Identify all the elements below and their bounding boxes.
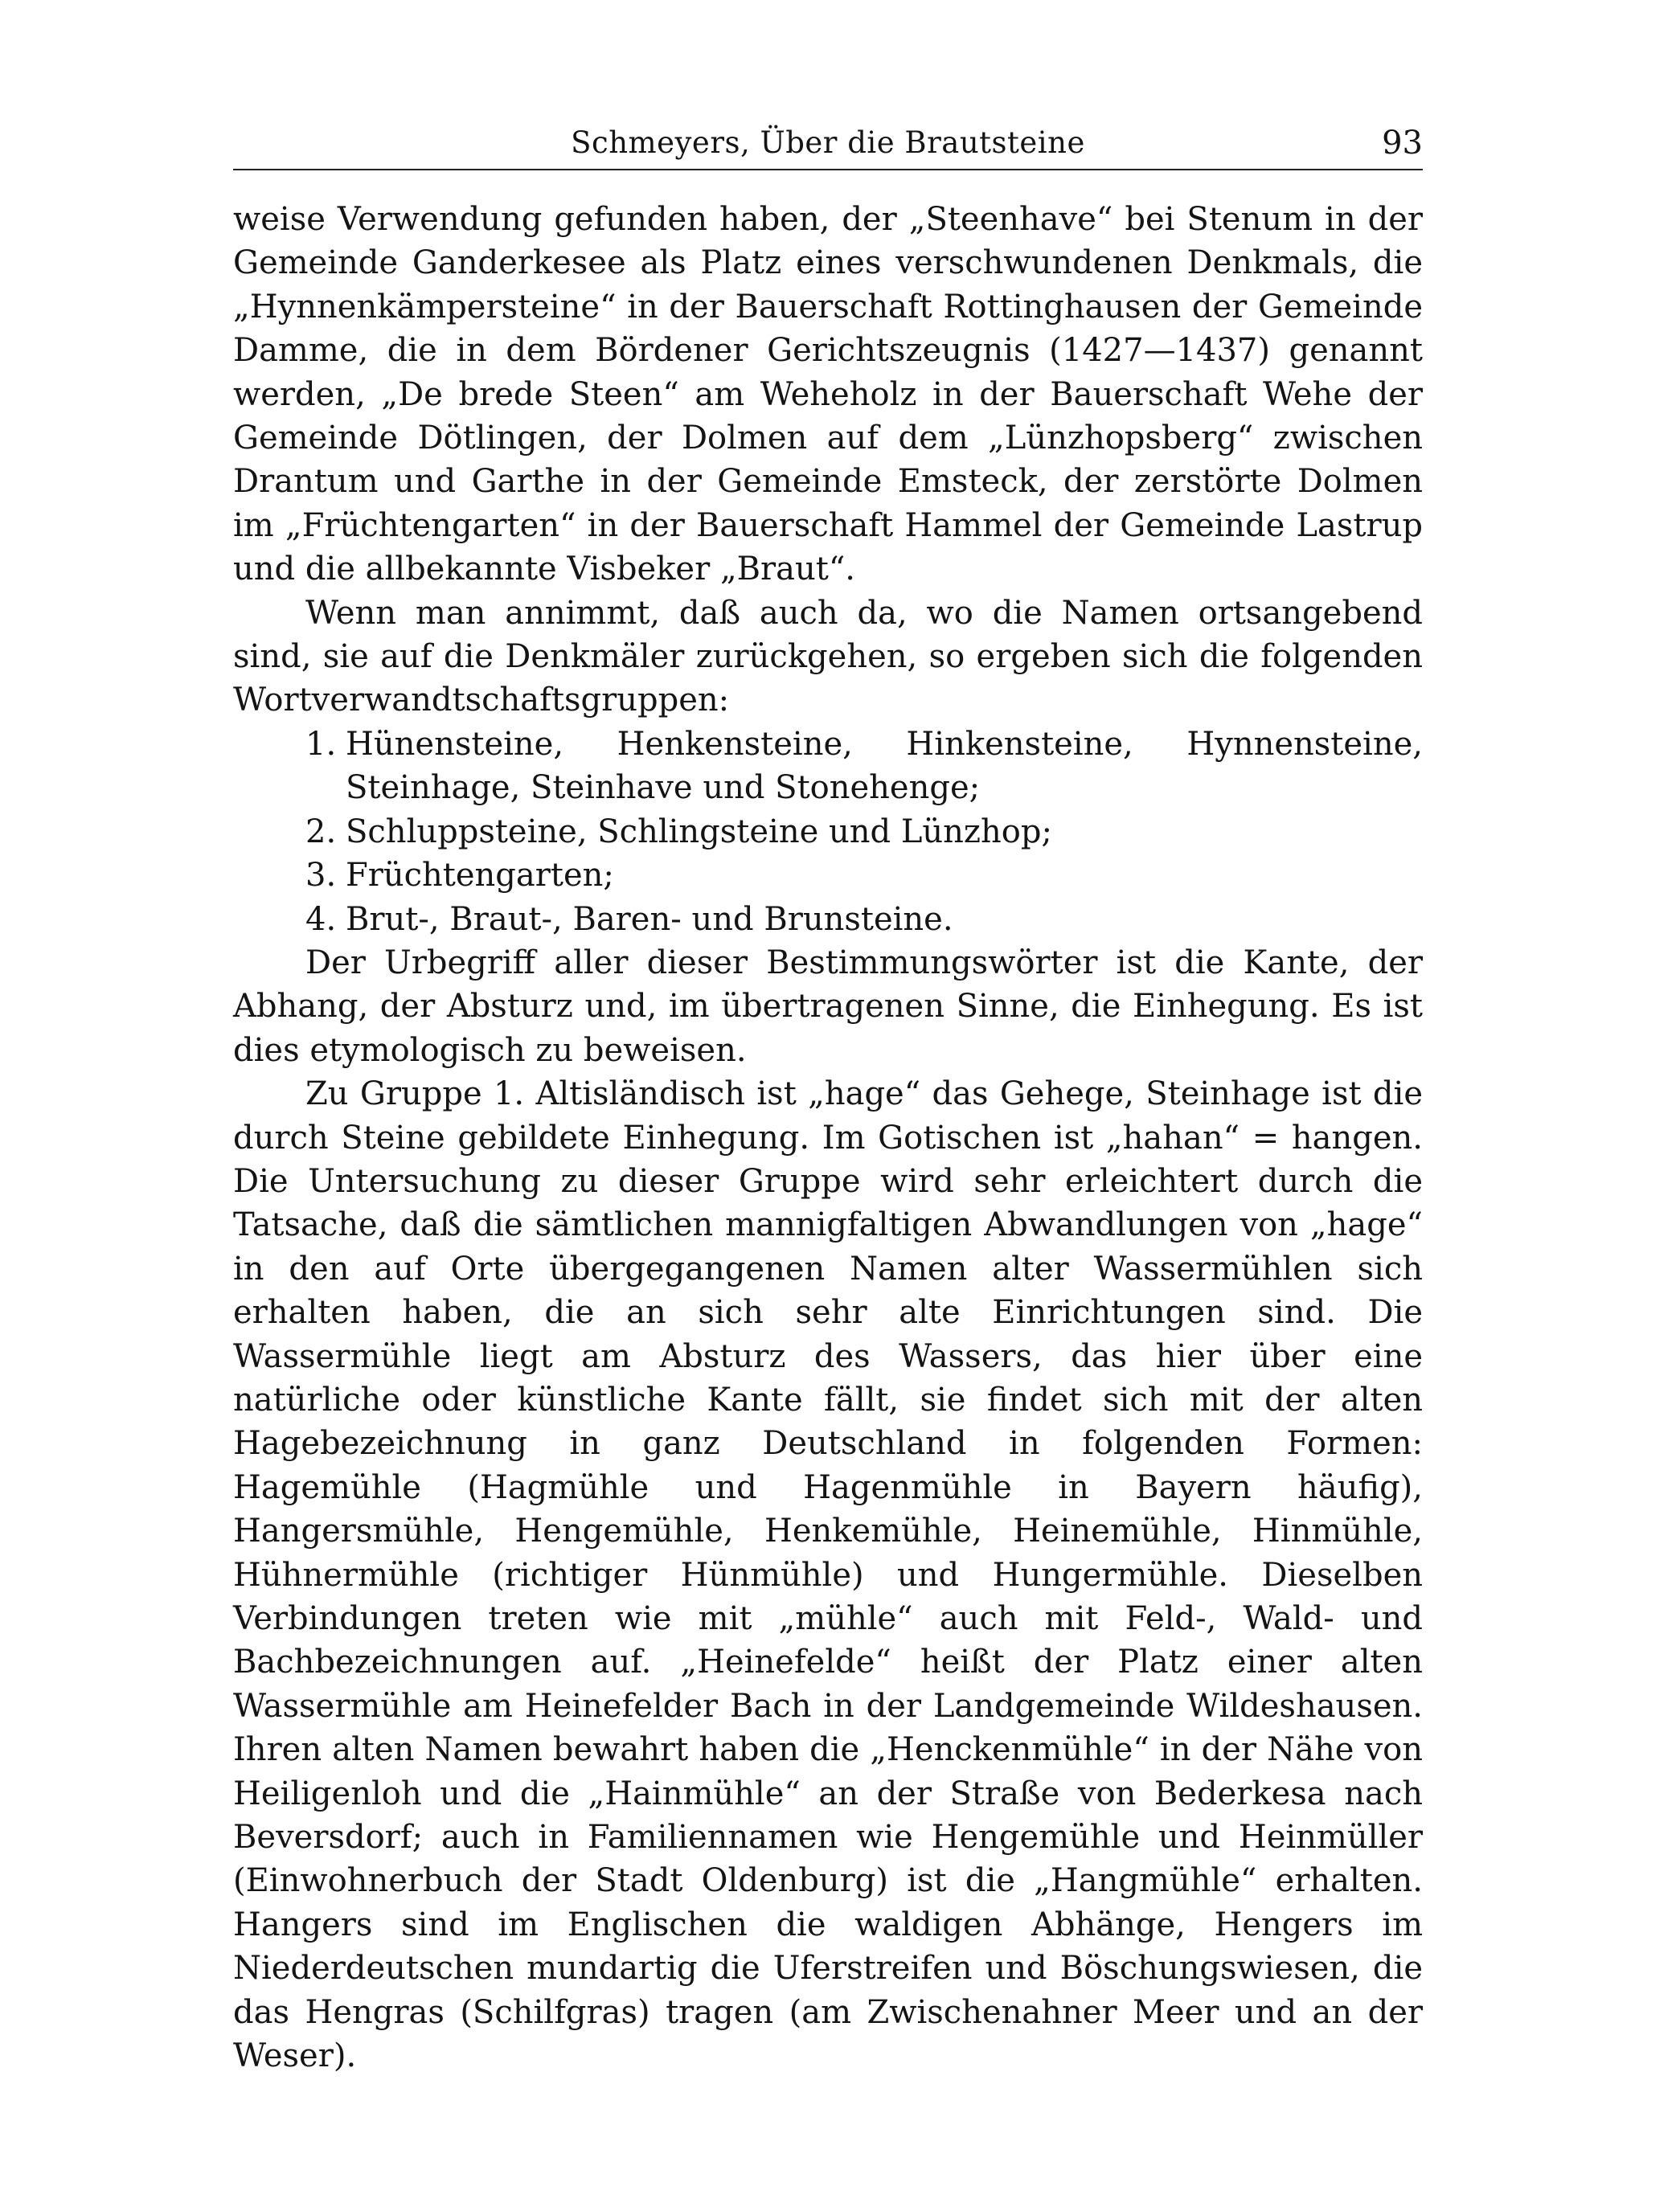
paragraph-gruppe-1: Zu Gruppe 1. Altisländisch ist „hage“ das Gehege, Steinhage ist die durch Steine gebildete Einhegung. Im Gotischen ist „hahan“ = hangen. Die Untersuchung zu dieser Gruppe wird sehr erleichtert durch die Tatsache, daß die sämtlichen mannigfaltigen Abwandlungen von „hage“ in den auf Orte übergegangenen Namen alter Wassermühlen sich erhalten haben, die an sich sehr alte Einrichtungen sind. Die Wassermühle liegt am Absturz des Wassers, das hier über eine natürliche oder künstliche Kante fällt, sie findet sich mit der alten Hagebezeichnung in ganz Deutschland in folgenden Formen: Hagemühle (Hagmühle und Hagenmühle in Bayern häufig), Hangersmühle, Hengemühle, Henkemühle, Heinemühle, Hinmühle, Hühnermühle (richtiger Hünmühle) und Hungermühle. Dieselben Verbindungen treten wie mit „mühle“ auch mit Feld-, Wald- und Bachbezeichnungen auf. „Heinefelde“ heißt der Platz einer alten Wassermühle am Heinefelder Bach in der Landgemeinde Wildeshausen. Ihren alten Namen bewahrt haben die „Henckenmühle“ in der Nähe von Heiligenloh und die „Hainmühle“ an der Straße von Bederkesa nach Beversdorf; auch in Familiennamen wie Hengemühle und Heinmüller (Einwohnerbuch der Stadt Oldenburg) ist die „Hangmühle“ erhalten. Hangers sind im Englischen die waldigen Abhänge, Hengers im Niederdeutschen mundartig die Uferstreifen und Böschungswiesen, die das Hengras (Schilfgras) tragen (am Zwischenahner Meer und an der Weser).	[233, 1075, 1423, 2075]
running-title: Schmeyers, Über die Brautsteine	[571, 125, 1085, 160]
list-item	[233, 898, 1423, 941]
list-number: 2.	[305, 813, 337, 850]
list-text: Brut-, Braut-, Baren- und Brunsteine.	[346, 900, 953, 938]
word-group-list	[233, 723, 1423, 941]
list-number: 4.	[305, 900, 337, 938]
paragraph-word-groups: Wenn man annimmt, daß auch da, wo die Namen ortsangebend sind, sie auf die Denkmäler zurückgehen, so ergeben sich die folgenden Wortverwandtschaftsgruppen:	[233, 594, 1423, 719]
list-text: Früchtengarten;	[346, 857, 614, 895]
running-head	[233, 121, 1423, 169]
list-text: Hünensteine, Henkensteine, Hinkensteine, Hynnensteine, Steinhage, Steinhave und Stonehenge;	[346, 725, 1423, 807]
list-item	[233, 810, 1423, 854]
list-text: Schluppsteine, Schlingsteine und Lünzhop;	[346, 813, 1052, 850]
body-text	[233, 198, 1423, 2078]
paragraph-urbegriff: Der Urbegriff aller dieser Bestimmungswörter ist die Kante, der Abhang, der Absturz und, im übertragenen Sinne, die Einhegung. Es ist dies etymologisch zu beweisen.	[233, 944, 1423, 1069]
list-number: 3.	[305, 857, 337, 895]
page-number: 93	[1382, 125, 1423, 162]
list-item	[233, 854, 1423, 897]
paragraph-intro: weise Verwendung gefunden haben, der „Steenhave“ bei Stenum in der Gemeinde Ganderkesee als Platz eines verschwundenen Denkmals, die „Hynnenkämpersteine“ in der Bauerschaft Rottinghausen der Gemeinde Damme, die in dem Bördener Gerichtszeugnis (1427—1437) genannt werden, „De brede Steen“ am Weheholz in der Bauerschaft Wehe der Gemeinde Dötlingen, der Dolmen auf dem „Lünzhopsberg“ zwischen Drantum und Garthe in der Gemeinde Emsteck, der zerstörte Dolmen im „Früchtengarten“ in der Bauerschaft Hammel der Gemeinde Lastrup und die allbekannte Visbeker „Braut“.	[233, 201, 1423, 588]
header-rule	[233, 169, 1423, 170]
list-number: 1.	[305, 725, 337, 763]
list-item	[233, 723, 1423, 810]
